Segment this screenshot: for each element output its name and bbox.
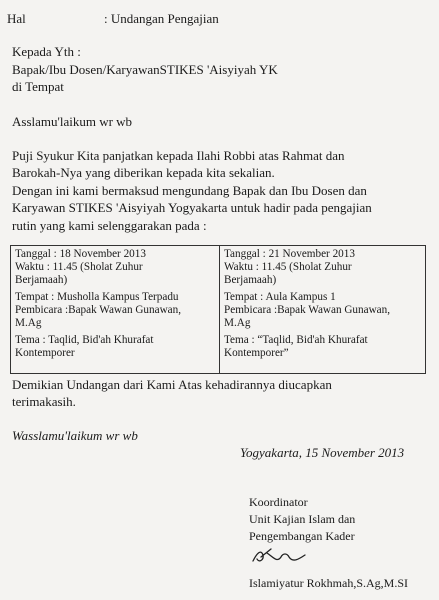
greeting: Asslamu'laikum wr wb	[12, 114, 133, 129]
recipient-line-2: Bapak/Ibu Dosen/KaryawanSTIKES 'Aisyiyah YK	[12, 62, 278, 77]
recipient-line-1: Kepada Yth :	[12, 44, 81, 59]
closing-line-1: Demikian Undangan dari Kami Atas kehadirannya diucapkan	[12, 377, 332, 392]
tanggal-row: Tanggal : 21 November 2013	[224, 248, 355, 260]
signatory-name: Islamiyatur Rokhmah,S.Ag,M.SI	[249, 576, 408, 590]
tanggal-row: Tanggal : 18 November 2013	[15, 248, 146, 260]
tema-row-2: Kontemporer	[15, 347, 75, 359]
body-p2-line-3: rutin yang kami selenggarakan pada :	[12, 218, 207, 233]
body-p2-line-2: Karyawan STIKES 'Aisyiyah Yogyakarta untuk hadir pada pengajian	[12, 200, 372, 215]
farewell: Wasslamu'laikum wr wb	[12, 428, 138, 443]
waktu-row-1: Waktu : 11.45 (Sholat Zuhur	[15, 261, 143, 273]
place-date: Yogyakarta, 15 November 2013	[240, 445, 405, 460]
schedule-cell-2	[224, 248, 424, 360]
pembicara-row-1: Pembicara :Bapak Wawan Gunawan,	[15, 304, 182, 316]
schedule-table	[10, 245, 426, 374]
subject-label: Hal	[7, 11, 26, 26]
waktu-row-2: Berjamaah)	[15, 274, 68, 286]
subject-value: : Undangan Pengajian	[104, 11, 219, 26]
signatory-title-1: Koordinator	[249, 495, 308, 509]
body-p2-line-1: Dengan ini kami bermaksud mengundang Bapak dan Ibu Dosen dan	[12, 183, 367, 198]
schedule-cell-1	[15, 248, 215, 360]
handwritten-signature	[249, 543, 319, 569]
recipient-line-3: di Tempat	[12, 79, 64, 94]
signatory-title-3: Pengembangan Kader	[249, 529, 355, 543]
pembicara-row-2: M.Ag	[15, 317, 42, 329]
body-p1-line-1: Puji Syukur Kita panjatkan kepada Ilahi Robbi atas Rahmat dan	[12, 148, 345, 163]
tema-row-2: Kontemporer”	[224, 347, 289, 359]
tempat-row: Tempat : Musholla Kampus Terpadu	[15, 291, 179, 303]
tema-row-1: Tema : Taqlid, Bid'ah Khurafat	[15, 334, 154, 346]
tempat-row: Tempat : Aula Kampus 1	[224, 291, 336, 303]
pembicara-row-1: Pembicara :Bapak Wawan Gunawan,	[224, 304, 391, 316]
waktu-row-1: Waktu : 11.45 (Sholat Zuhur	[224, 261, 352, 273]
body-p1-line-2: Barokah-Nya yang diberikan kepada kita sekalian.	[12, 165, 275, 180]
closing-line-2: terimakasih.	[12, 394, 76, 409]
column-divider	[219, 246, 220, 373]
tema-row-1: Tema : “Taqlid, Bid'ah Khurafat	[224, 334, 368, 346]
waktu-row-2: Berjamaah)	[224, 274, 277, 286]
signatory-title-2: Unit Kajian Islam dan	[249, 512, 356, 526]
pembicara-row-2: M.Ag	[224, 317, 251, 329]
